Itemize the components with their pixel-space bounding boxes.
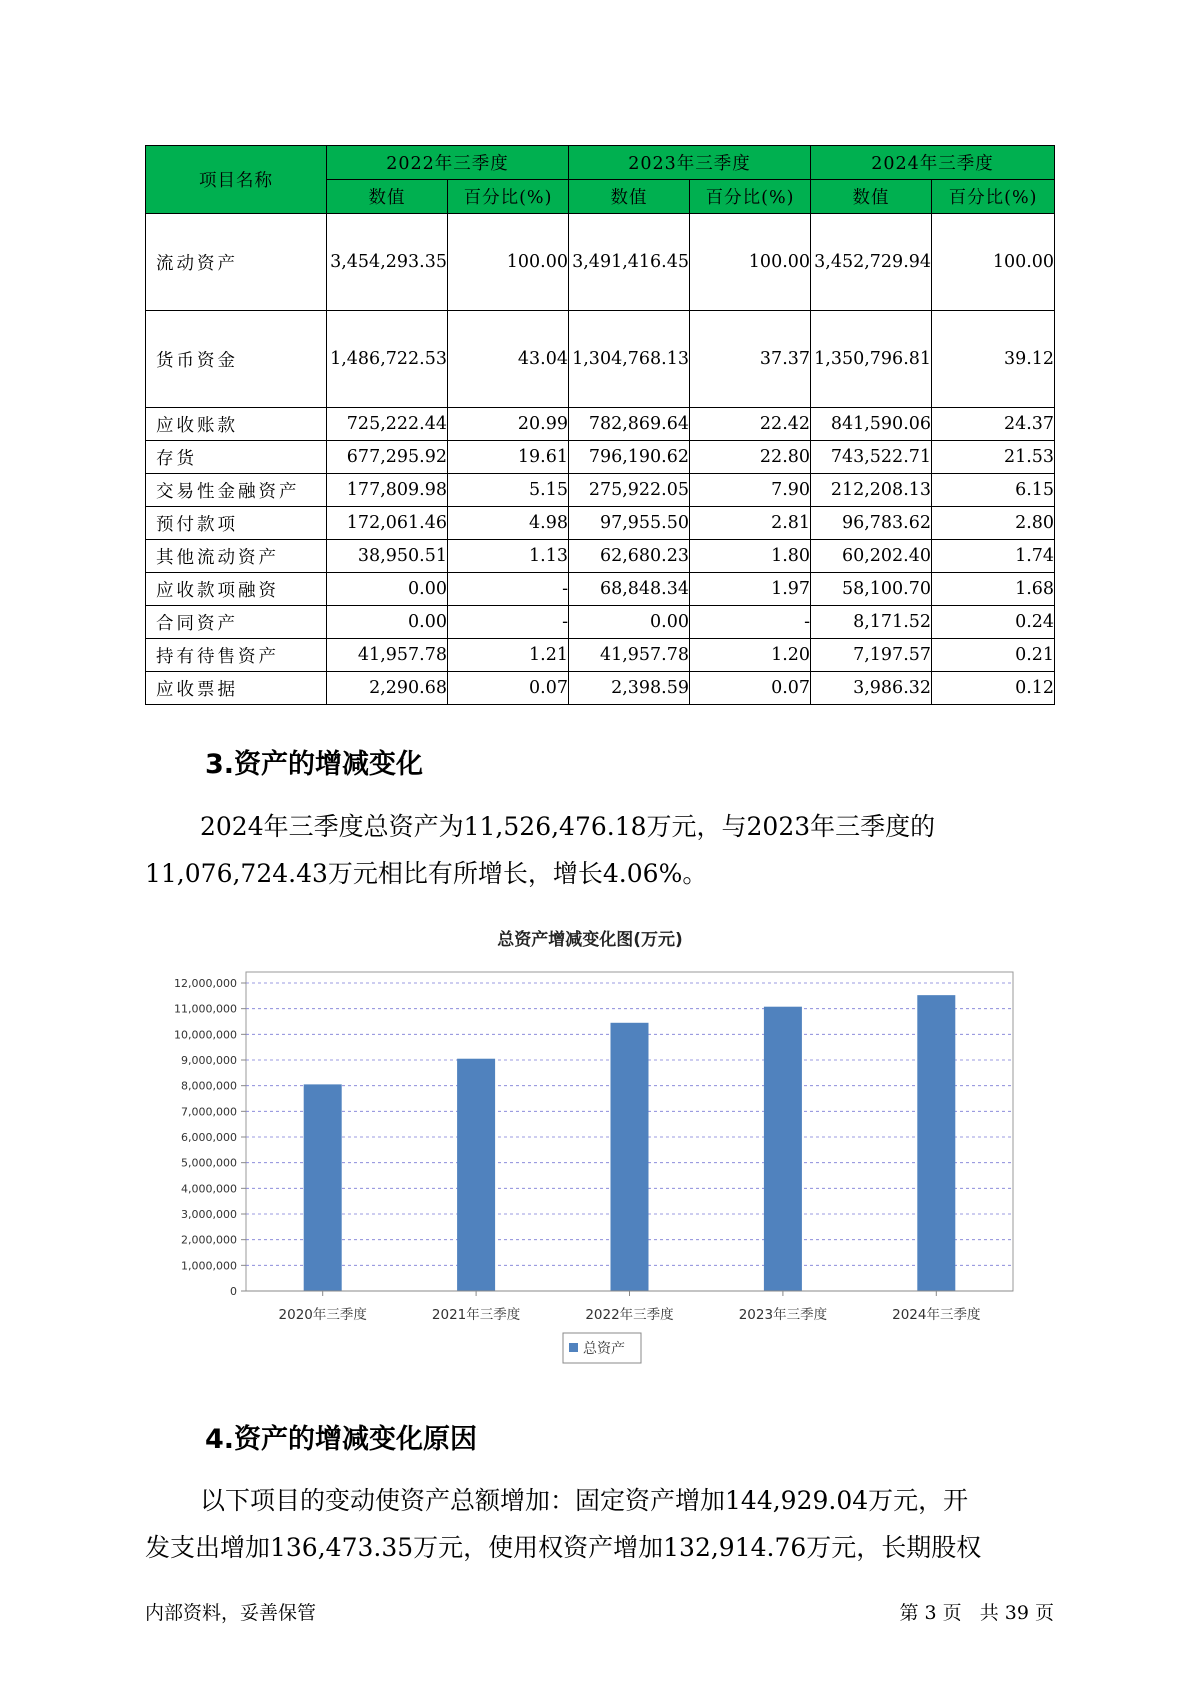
percent-cell: 1.20: [690, 639, 811, 672]
bar: [457, 1059, 495, 1291]
header-percent: 百分比(%): [690, 180, 811, 214]
table-row: [146, 441, 1055, 474]
value-cell: 60,202.40: [811, 540, 932, 573]
percent-cell: 100.00: [690, 214, 811, 311]
percent-cell: 0.07: [690, 672, 811, 705]
percent-cell: 0.07: [448, 672, 569, 705]
table-row: [146, 639, 1055, 672]
percent-cell: 1.80: [690, 540, 811, 573]
x-axis-ticks: [279, 1291, 981, 1323]
x-tick-label: 2024年三季度: [892, 1307, 981, 1323]
value-cell: 677,295.92: [327, 441, 448, 474]
value-cell: 96,783.62: [811, 507, 932, 540]
row-label: 应收款项融资: [146, 573, 327, 606]
value-cell: 8,171.52: [811, 606, 932, 639]
value-cell: 841,590.06: [811, 408, 932, 441]
section-4-line-2: 发支出增加136,473.35万元，使用权资产增加132,914.76万元，长期股权: [145, 1533, 982, 1562]
chart-title: 总资产增减变化图(万元): [497, 930, 683, 950]
x-tick-label: 2021年三季度: [431, 1307, 521, 1323]
header-value: 数值: [327, 180, 448, 214]
section-4-line-1: [145, 1477, 1055, 1524]
bar: [917, 995, 955, 1291]
value-cell: 41,957.78: [569, 639, 690, 672]
value-cell: 41,957.78: [327, 639, 448, 672]
y-tick-label: 0: [230, 1285, 237, 1298]
percent-cell: -: [690, 606, 811, 639]
percent-cell: 22.80: [690, 441, 811, 474]
y-tick-label: 4,000,000: [181, 1182, 237, 1196]
y-tick-label: 11,000,000: [174, 1002, 237, 1016]
percent-cell: 0.24: [932, 606, 1055, 639]
value-cell: 3,454,293.35: [327, 214, 448, 311]
value-cell: 2,290.68: [327, 672, 448, 705]
header-value: 数值: [811, 180, 932, 214]
bar: [611, 1023, 649, 1291]
percent-cell: 5.15: [448, 474, 569, 507]
y-axis-ticks: [174, 977, 246, 1298]
percent-cell: 20.99: [448, 408, 569, 441]
percent-cell: 21.53: [932, 441, 1055, 474]
percent-cell: 4.98: [448, 507, 569, 540]
section-3-line-2: 11,076,724.43万元相比有所增长，增长4.06%。: [145, 859, 708, 888]
percent-cell: 1.13: [448, 540, 569, 573]
table-row: [146, 474, 1055, 507]
header-period-2024: 2024年三季度: [811, 146, 1055, 180]
value-cell: 97,955.50: [569, 507, 690, 540]
percent-cell: 100.00: [932, 214, 1055, 311]
y-tick-label: 9,000,000: [181, 1054, 237, 1067]
legend-swatch: [569, 1343, 578, 1352]
percent-cell: 43.04: [448, 311, 569, 408]
y-tick-label: 7,000,000: [181, 1105, 237, 1119]
percent-cell: 1.74: [932, 540, 1055, 573]
value-cell: 7,197.57: [811, 639, 932, 672]
header-percent: 百分比(%): [932, 180, 1055, 214]
row-label: 交易性金融资产: [146, 474, 327, 507]
percent-cell: 22.42: [690, 408, 811, 441]
value-cell: 1,304,768.13: [569, 311, 690, 408]
percent-cell: 1.21: [448, 639, 569, 672]
value-cell: 3,452,729.94: [811, 214, 932, 311]
value-cell: 0.00: [327, 606, 448, 639]
value-cell: 725,222.44: [327, 408, 448, 441]
row-label: 其他流动资产: [146, 540, 327, 573]
section-3-title: 3.资产的增减变化: [205, 749, 424, 780]
value-cell: 1,486,722.53: [327, 311, 448, 408]
table-row: [146, 214, 1055, 311]
header-percent: 百分比(%): [448, 180, 569, 214]
section-4-title: 4.资产的增减变化原因: [205, 1424, 478, 1455]
legend: [563, 1333, 641, 1363]
y-tick-label: 5,000,000: [181, 1156, 237, 1170]
percent-cell: 6.15: [932, 474, 1055, 507]
value-cell: 275,922.05: [569, 474, 690, 507]
percent-cell: 0.12: [932, 672, 1055, 705]
row-label: 应收账款: [146, 408, 327, 441]
y-tick-label: 1,000,000: [181, 1259, 237, 1273]
row-label: 存货: [146, 441, 327, 474]
percent-cell: 19.61: [448, 441, 569, 474]
table-row: [146, 311, 1055, 408]
value-cell: 0.00: [327, 573, 448, 606]
row-label: 预付款项: [146, 507, 327, 540]
percent-cell: -: [448, 573, 569, 606]
percent-cell: 2.81: [690, 507, 811, 540]
row-label: 持有待售资产: [146, 639, 327, 672]
percent-cell: 7.90: [690, 474, 811, 507]
section-3-line-1: [145, 803, 1055, 850]
percent-cell: 24.37: [932, 408, 1055, 441]
value-cell: 0.00: [569, 606, 690, 639]
table-row: [146, 672, 1055, 705]
header-value: 数值: [569, 180, 690, 214]
value-cell: 62,680.23: [569, 540, 690, 573]
footer-page-number: 第 3 页 共 39 页: [899, 1602, 1054, 1624]
percent-cell: 37.37: [690, 311, 811, 408]
percent-cell: 0.21: [932, 639, 1055, 672]
y-tick-label: 8,000,000: [181, 1079, 237, 1093]
financial-table: [145, 145, 1055, 705]
percent-cell: 1.97: [690, 573, 811, 606]
table-row: [146, 606, 1055, 639]
section-3-line-1-text: 2024年三季度总资产为11,526,476.18万元，与2023年三季度的: [200, 812, 936, 841]
percent-cell: 2.80: [932, 507, 1055, 540]
value-cell: 2,398.59: [569, 672, 690, 705]
table-row: [146, 507, 1055, 540]
header-period-2023: 2023年三季度: [569, 146, 811, 180]
value-cell: 782,869.64: [569, 408, 690, 441]
value-cell: 68,848.34: [569, 573, 690, 606]
header-item-name: 项目名称: [146, 146, 327, 214]
section-4-paragraph: [145, 1477, 1055, 1571]
section-4-line-1-text: 以下项目的变动使资产总额增加：固定资产增加144,929.04万元，开: [200, 1486, 969, 1515]
value-cell: 172,061.46: [327, 507, 448, 540]
percent-cell: 100.00: [448, 214, 569, 311]
row-label: 货币资金: [146, 311, 327, 408]
percent-cell: 1.68: [932, 573, 1055, 606]
percent-cell: 39.12: [932, 311, 1055, 408]
total-assets-bar-chart: [150, 915, 1030, 1385]
table-row: [146, 573, 1055, 606]
row-label: 合同资产: [146, 606, 327, 639]
value-cell: 3,491,416.45: [569, 214, 690, 311]
footer-confidential-note: 内部资料，妥善保管: [145, 1602, 317, 1624]
value-cell: 1,350,796.81: [811, 311, 932, 408]
table-body: [146, 214, 1055, 705]
value-cell: 743,522.71: [811, 441, 932, 474]
y-tick-label: 3,000,000: [181, 1208, 237, 1221]
y-tick-label: 6,000,000: [181, 1131, 237, 1144]
bar: [764, 1007, 802, 1291]
table-row: [146, 408, 1055, 441]
row-label: 流动资产: [146, 214, 327, 311]
value-cell: 3,986.32: [811, 672, 932, 705]
legend-label: 总资产: [583, 1341, 625, 1357]
value-cell: 796,190.62: [569, 441, 690, 474]
header-period-2022: 2022年三季度: [327, 146, 569, 180]
row-label: 应收票据: [146, 672, 327, 705]
value-cell: 212,208.13: [811, 474, 932, 507]
x-tick-label: 2020年三季度: [278, 1307, 367, 1323]
y-tick-label: 2,000,000: [181, 1233, 237, 1247]
value-cell: 58,100.70: [811, 573, 932, 606]
value-cell: 38,950.51: [327, 540, 448, 573]
x-tick-label: 2023年三季度: [738, 1307, 828, 1323]
bar: [304, 1084, 342, 1291]
table-row: [146, 540, 1055, 573]
y-tick-label: 12,000,000: [174, 977, 237, 990]
y-tick-label: 10,000,000: [174, 1028, 237, 1042]
percent-cell: -: [448, 606, 569, 639]
x-tick-label: 2022年三季度: [585, 1307, 674, 1323]
section-3-paragraph: [145, 803, 1055, 897]
value-cell: 177,809.98: [327, 474, 448, 507]
